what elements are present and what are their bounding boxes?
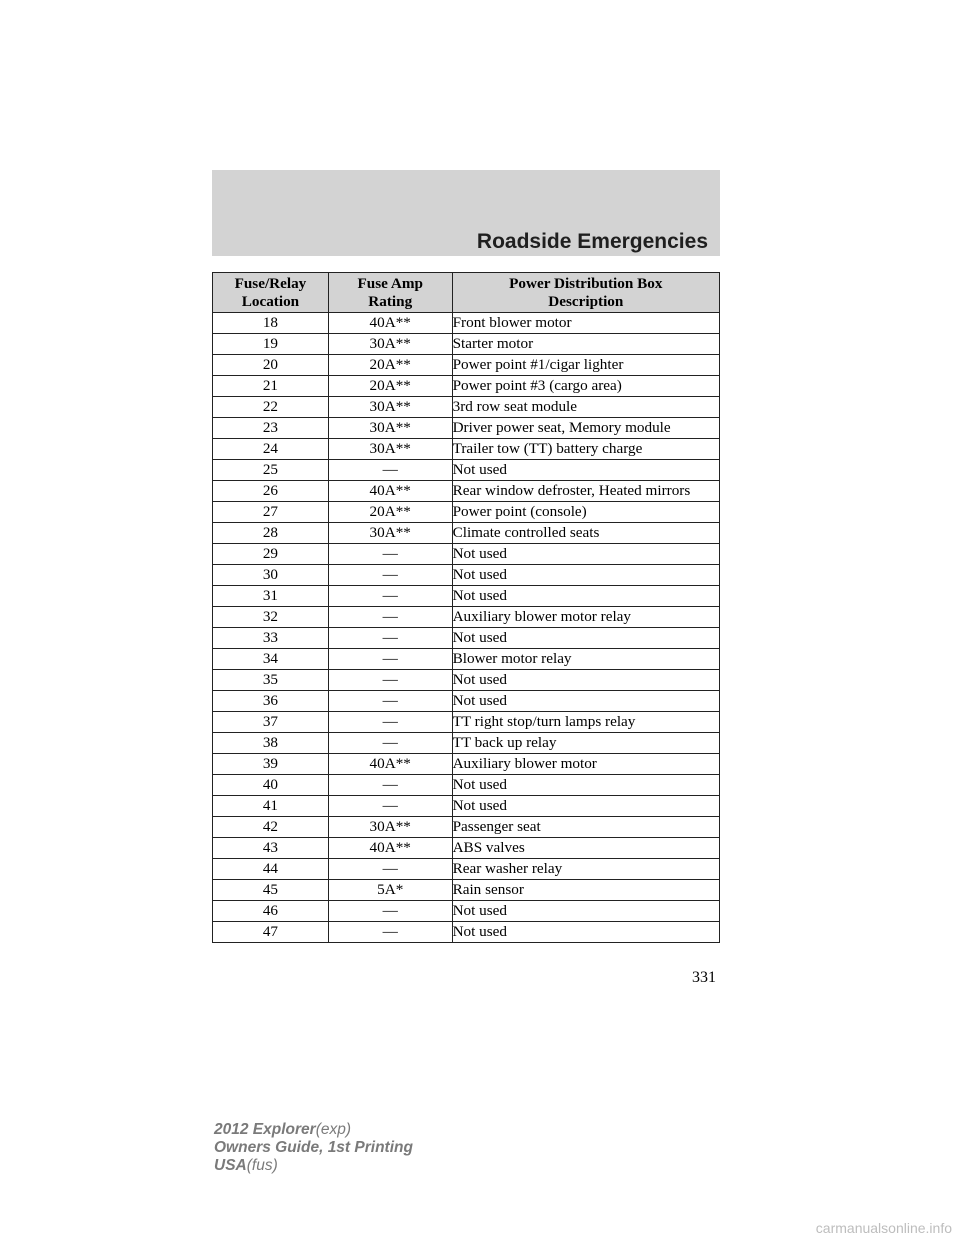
cell-location: 43 <box>213 838 329 859</box>
footer-line-printing: Owners Guide, 1st Printing <box>214 1139 413 1156</box>
cell-location: 40 <box>213 775 329 796</box>
cell-amp-rating: — <box>328 649 452 670</box>
table-row <box>213 817 720 838</box>
cell-description: Rear window defroster, Heated mirrors <box>452 481 719 502</box>
cell-location: 39 <box>213 754 329 775</box>
table-row <box>213 334 720 355</box>
cell-amp-rating: — <box>328 670 452 691</box>
cell-amp-rating: 30A** <box>328 334 452 355</box>
table-row <box>213 901 720 922</box>
table-row <box>213 733 720 754</box>
cell-amp-rating: 40A** <box>328 313 452 334</box>
table-row <box>213 565 720 586</box>
table-row <box>213 439 720 460</box>
fuse-table-body <box>213 313 720 943</box>
cell-description: TT right stop/turn lamps relay <box>452 712 719 733</box>
cell-amp-rating: 30A** <box>328 397 452 418</box>
cell-location: 31 <box>213 586 329 607</box>
cell-location: 19 <box>213 334 329 355</box>
table-row <box>213 649 720 670</box>
cell-description: Not used <box>452 460 719 481</box>
cell-amp-rating: — <box>328 607 452 628</box>
cell-location: 20 <box>213 355 329 376</box>
cell-description: Not used <box>452 922 719 943</box>
cell-location: 18 <box>213 313 329 334</box>
table-row <box>213 712 720 733</box>
cell-amp-rating: — <box>328 796 452 817</box>
cell-amp-rating: 20A** <box>328 376 452 397</box>
cell-description: Climate controlled seats <box>452 523 719 544</box>
cell-description: Not used <box>452 544 719 565</box>
table-row <box>213 775 720 796</box>
fuse-table <box>212 272 720 943</box>
cell-amp-rating: — <box>328 859 452 880</box>
cell-location: 42 <box>213 817 329 838</box>
column-header-description: Power Distribution Box Description <box>452 273 719 313</box>
cell-location: 37 <box>213 712 329 733</box>
cell-location: 25 <box>213 460 329 481</box>
cell-description: Rear washer relay <box>452 859 719 880</box>
cell-amp-rating: 30A** <box>328 817 452 838</box>
cell-description: ABS valves <box>452 838 719 859</box>
table-row <box>213 544 720 565</box>
cell-amp-rating: 40A** <box>328 754 452 775</box>
cell-description: Not used <box>452 670 719 691</box>
cell-location: 29 <box>213 544 329 565</box>
cell-description: Power point #1/cigar lighter <box>452 355 719 376</box>
footer-line-market: USA(fus) <box>214 1157 278 1174</box>
cell-amp-rating: 30A** <box>328 523 452 544</box>
cell-amp-rating: — <box>328 691 452 712</box>
cell-description: Blower motor relay <box>452 649 719 670</box>
table-row <box>213 607 720 628</box>
cell-amp-rating: — <box>328 628 452 649</box>
cell-description: Not used <box>452 586 719 607</box>
table-row <box>213 586 720 607</box>
column-header-amp-rating: Fuse Amp Rating <box>328 273 452 313</box>
cell-location: 44 <box>213 859 329 880</box>
cell-amp-rating: 20A** <box>328 355 452 376</box>
cell-description: Not used <box>452 775 719 796</box>
cell-description: Not used <box>452 691 719 712</box>
cell-amp-rating: — <box>328 565 452 586</box>
cell-location: 36 <box>213 691 329 712</box>
cell-location: 30 <box>213 565 329 586</box>
table-row <box>213 481 720 502</box>
cell-description: Trailer tow (TT) battery charge <box>452 439 719 460</box>
cell-location: 38 <box>213 733 329 754</box>
cell-description: Passenger seat <box>452 817 719 838</box>
cell-location: 24 <box>213 439 329 460</box>
table-row <box>213 754 720 775</box>
footer-imprint <box>214 1121 413 1175</box>
cell-location: 41 <box>213 796 329 817</box>
cell-description: 3rd row seat module <box>452 397 719 418</box>
cell-amp-rating: 30A** <box>328 418 452 439</box>
cell-description: Not used <box>452 565 719 586</box>
cell-location: 26 <box>213 481 329 502</box>
cell-amp-rating: — <box>328 775 452 796</box>
cell-location: 34 <box>213 649 329 670</box>
cell-description: Front blower motor <box>452 313 719 334</box>
cell-amp-rating: — <box>328 922 452 943</box>
table-row <box>213 460 720 481</box>
footer-line-model: 2012 Explorer(exp) <box>214 1121 352 1138</box>
table-row <box>213 670 720 691</box>
page-number: 331 <box>692 969 716 986</box>
table-row <box>213 859 720 880</box>
cell-description: Starter motor <box>452 334 719 355</box>
table-row <box>213 922 720 943</box>
cell-description: TT back up relay <box>452 733 719 754</box>
table-row <box>213 313 720 334</box>
section-header-band <box>212 170 720 256</box>
table-header-row <box>213 273 720 313</box>
cell-description: Driver power seat, Memory module <box>452 418 719 439</box>
cell-amp-rating: 20A** <box>328 502 452 523</box>
cell-description: Auxiliary blower motor <box>452 754 719 775</box>
cell-amp-rating: 30A** <box>328 439 452 460</box>
cell-description: Rain sensor <box>452 880 719 901</box>
table-row <box>213 838 720 859</box>
cell-location: 27 <box>213 502 329 523</box>
cell-description: Not used <box>452 796 719 817</box>
table-row <box>213 628 720 649</box>
table-row <box>213 796 720 817</box>
cell-location: 35 <box>213 670 329 691</box>
table-row <box>213 376 720 397</box>
cell-description: Not used <box>452 628 719 649</box>
cell-amp-rating: 40A** <box>328 481 452 502</box>
table-row <box>213 397 720 418</box>
cell-location: 33 <box>213 628 329 649</box>
cell-location: 22 <box>213 397 329 418</box>
column-header-location: Fuse/Relay Location <box>213 273 329 313</box>
cell-amp-rating: — <box>328 460 452 481</box>
cell-amp-rating: — <box>328 712 452 733</box>
cell-amp-rating: — <box>328 901 452 922</box>
table-row <box>213 355 720 376</box>
section-title: Roadside Emergencies <box>476 230 708 253</box>
table-row <box>213 523 720 544</box>
cell-amp-rating: 5A* <box>328 880 452 901</box>
cell-location: 46 <box>213 901 329 922</box>
cell-location: 28 <box>213 523 329 544</box>
table-row <box>213 502 720 523</box>
table-row <box>213 880 720 901</box>
cell-location: 47 <box>213 922 329 943</box>
cell-amp-rating: — <box>328 544 452 565</box>
table-row <box>213 418 720 439</box>
cell-location: 23 <box>213 418 329 439</box>
cell-location: 21 <box>213 376 329 397</box>
watermark: carmanualsonline.info <box>815 1220 952 1236</box>
cell-description: Power point (console) <box>452 502 719 523</box>
cell-amp-rating: — <box>328 586 452 607</box>
cell-description: Auxiliary blower motor relay <box>452 607 719 628</box>
table-row <box>213 691 720 712</box>
cell-location: 32 <box>213 607 329 628</box>
cell-description: Power point #3 (cargo area) <box>452 376 719 397</box>
cell-description: Not used <box>452 901 719 922</box>
cell-location: 45 <box>213 880 329 901</box>
cell-amp-rating: 40A** <box>328 838 452 859</box>
cell-amp-rating: — <box>328 733 452 754</box>
